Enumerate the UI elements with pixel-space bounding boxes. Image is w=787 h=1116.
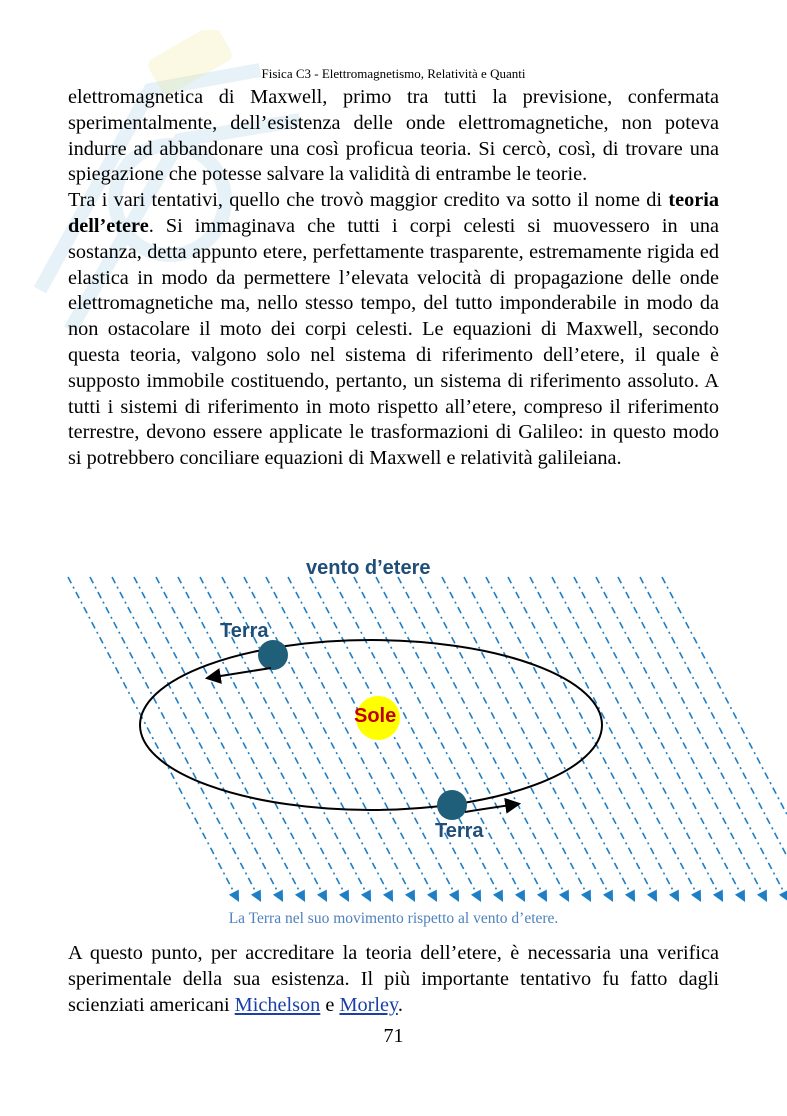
aether-wind-line	[530, 577, 700, 900]
link-morley[interactable]: Morley	[339, 993, 398, 1016]
earth-bottom	[437, 790, 467, 820]
aether-wind-line	[332, 577, 502, 900]
link-michelson[interactable]: Michelson	[234, 993, 321, 1016]
aether-wind-lines	[68, 577, 787, 900]
paragraph-text: Tra i vari tentativi, quello che trovò maggior credito va sotto il nome di	[68, 189, 669, 212]
aether-wind-figure	[60, 555, 720, 915]
term-aether-theory: teoria dell’etere	[68, 189, 719, 237]
figure-title: vento d’etere	[306, 557, 431, 579]
paragraph-michelson-morley	[68, 941, 719, 1018]
aether-wind-line	[398, 577, 568, 900]
sun-label: Sole	[354, 705, 397, 727]
aether-wind-line	[618, 577, 787, 900]
aether-wind-line	[310, 577, 480, 900]
earth-label-top: Terra	[220, 620, 269, 642]
aether-wind-line	[244, 577, 414, 900]
paragraph-aether-theory	[68, 188, 719, 472]
earth-label-bottom: Terra	[435, 820, 484, 842]
aether-wind-line	[266, 577, 436, 900]
aether-wind-diagram	[60, 555, 720, 915]
aether-wind-line	[486, 577, 656, 900]
paragraph-text: A questo punto, per accreditare la teoria dell’etere, è necessaria una verifica sperimentale della sua esistenza. Il più importante tentativo fu fatto dagli scienziati americani	[68, 942, 719, 1016]
period: .	[397, 993, 403, 1016]
aether-wind-line	[376, 577, 546, 900]
aether-wind-line	[508, 577, 678, 900]
conjunction: e	[320, 993, 340, 1016]
figure-caption: La Terra nel suo movimento rispetto al vento d’etere.	[228, 910, 559, 927]
aether-wind-line	[134, 577, 304, 900]
page-number: 71	[383, 1025, 404, 1047]
paragraph-intro: elettromagnetica di Maxwell, primo tra tutti la previsione, confermata sperimentalmente, dell’esistenza delle onde elettromagnetiche, non poteva indurre ad abbandonare una così proficua teoria. Si cercò, così, di trovare una spiegazione che potesse salvare la validità di entrambe le teorie.	[68, 86, 719, 186]
body-text	[68, 85, 719, 472]
aether-wind-line	[442, 577, 612, 900]
aether-wind-line	[68, 577, 238, 900]
orbit-arrow-bottom	[465, 804, 518, 812]
aether-wind-line	[596, 577, 766, 900]
paragraph-text: . Si immaginava che tutti i corpi celesti si muovessero in una sostanza, detta appunto etere, perfettamente trasparente, estremamente rigida ed elastica in modo da permettere l’elevata velocità di propagazione delle onde elettromagnetiche ma, nello stesso tempo, del tutto imponderabile in modo da non ostacolare il moto dei corpi celesti. Le equazioni di Maxwell, secondo questa teoria, valgono solo nel sistema di riferimento dell’etere, il quale è supposto immobile costituendo, pertanto, un sistema di riferimento assoluto. A tutti i sistemi di riferimento in moto rispetto all’etere, compreso il riferimento terrestre, devono essere applicate le trasformazioni di Galileo: in questo modo si potrebbero conciliare equazioni di Maxwell e relatività galileiana.	[68, 214, 719, 470]
orbit-arrow-top	[208, 668, 271, 678]
aether-wind-line	[552, 577, 722, 900]
aether-wind-line	[420, 577, 590, 900]
running-header: Fisica C3 - Elettromagnetismo, Relatività e Quanti	[261, 66, 526, 81]
aether-wind-line	[464, 577, 634, 900]
aether-wind-line	[640, 577, 787, 900]
earth-top	[258, 640, 288, 670]
